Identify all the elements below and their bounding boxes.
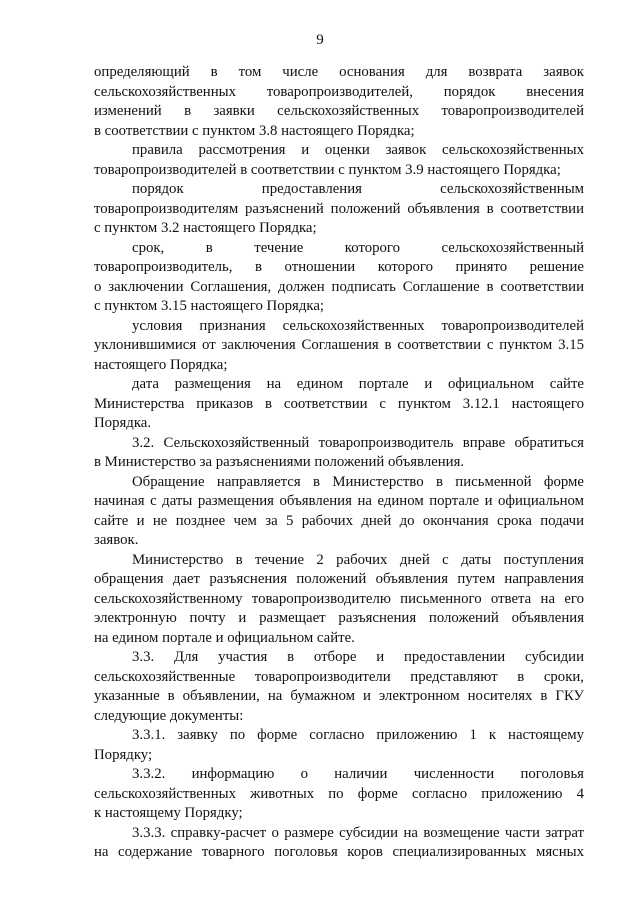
page-number: 9 (316, 32, 324, 48)
text-line: сельскохозяйственных животных по форме согласно приложению 4 (94, 785, 584, 802)
text-line: Порядку; (94, 746, 153, 763)
text-line: сельскохозяйственные товаропроизводители представляют в сроки, (94, 668, 584, 685)
text-line: электронную почту и размещает разъяснения положений объявления (94, 610, 584, 626)
text-line: начиная с даты размещения объявления на едином портале и официальном (94, 493, 584, 509)
text-line: заявок. (94, 532, 139, 548)
text-line: уклонившимися от заключения Соглашения в соответствии с пунктом 3.15 (94, 337, 584, 353)
text-line: с пунктом 3.2 настоящего Порядка; (94, 220, 317, 236)
text-line: на содержание товарного поголовья коров специализированных мясных (94, 844, 584, 860)
text-line: настоящего Порядка; (94, 356, 228, 373)
text-line: товаропроизводителей в соответствии с пунктом 3.9 настоящего Порядка; (94, 161, 561, 178)
text-line: дата размещения на едином портале и официальном сайте (132, 376, 584, 392)
text-line: Министерства приказов в соответствии с пунктом 3.12.1 настоящего (94, 395, 584, 412)
text-line: с пунктом 3.15 настоящего Порядка; (94, 298, 325, 314)
text-line: порядок предоставления сельскохозяйственным (132, 181, 584, 197)
text-line: 3.3. Для участия в отборе и предоставлении субсидии (132, 649, 584, 665)
text-line: товаропроизводителям разъяснений положений объявления в соответствии (94, 200, 584, 217)
text-line: обращения дает разъяснения положений объявления путем направления (94, 571, 584, 587)
text-line: 3.2. Сельскохозяйственный товаропроизводитель вправе обратиться (132, 434, 584, 451)
text-line: срок, в течение которого сельскохозяйственный (132, 239, 584, 256)
text-line: на едином портале и официальном сайте. (94, 629, 355, 646)
text-line: указанные в объявлении, на бумажном и электронном носителях в ГКУ (94, 688, 584, 704)
text-line: в Министерство за разъяснениями положений объявления. (94, 454, 465, 470)
text-line: сельскохозяйственному товаропроизводителю письменного ответа на его (94, 590, 584, 607)
text-line: условия признания сельскохозяйственных товаропроизводителей (132, 317, 584, 334)
text-line: следующие документы: (94, 707, 244, 724)
text-line: Порядка. (94, 415, 152, 431)
text-line: Обращение направляется в Министерство в письменной форме (132, 473, 584, 490)
text-line: сельскохозяйственных товаропроизводителей, порядок внесения (94, 83, 584, 100)
text-line: о заключении Соглашения, должен подписать Соглашение в соответствии (94, 278, 584, 295)
text-line: 3.3.2. информацию о наличии численности поголовья (132, 766, 584, 782)
text-line: определяющий в том числе основания для возврата заявок (94, 64, 584, 80)
text-line: 3.3.3. справку-расчет о размере субсидии на возмещение части затрат (132, 824, 584, 841)
text-line: к настоящему Порядку; (94, 805, 243, 821)
text-line: в соответствии с пунктом 3.8 настоящего Порядка; (94, 122, 415, 139)
text-line: 3.3.1. заявку по форме согласно приложению 1 к настоящему (132, 727, 584, 743)
text-line: Министерство в течение 2 рабочих дней с даты поступления (132, 551, 584, 568)
text-line: изменений в заявки сельскохозяйственных товаропроизводителей (94, 103, 584, 119)
text-line: правила рассмотрения и оценки заявок сельскохозяйственных (132, 142, 584, 158)
text-line: товаропроизводитель, в отношении которого принято решение (94, 259, 584, 275)
document-body (94, 63, 584, 863)
text-line: сайте и не позднее чем за 5 рабочих дней до окончания срока подачи (94, 512, 584, 529)
